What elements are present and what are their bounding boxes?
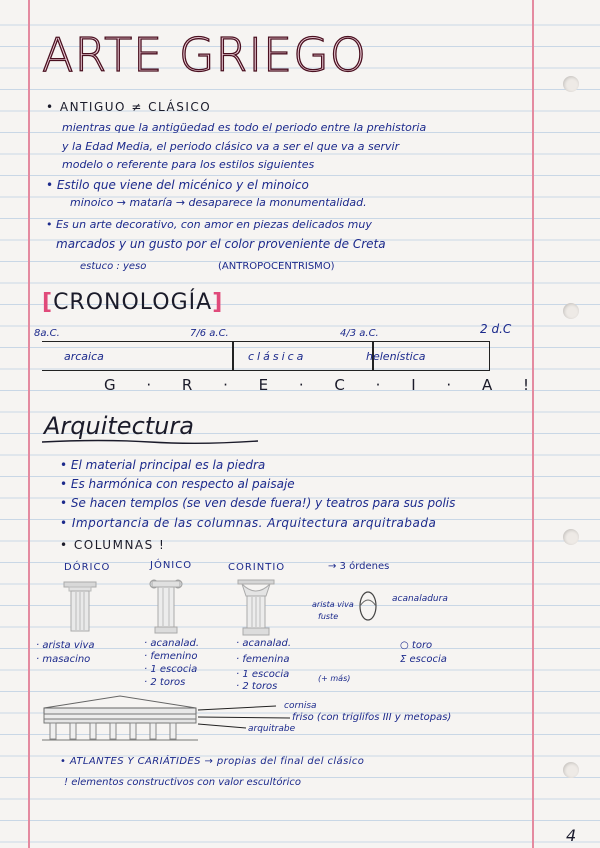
right-margin-line (532, 0, 534, 848)
corinthian-column-icon (234, 578, 278, 638)
ionic-note-4: · 2 toros (144, 677, 186, 688)
base-note-toro: ○ toro (400, 640, 433, 651)
period-helenistica: helenística (366, 350, 426, 363)
order-arrow: → 3 órdenes (328, 561, 390, 572)
side-label-arista: arista viva (312, 600, 354, 609)
doric-note-2: · masacino (36, 654, 91, 665)
base-note-escocia: Σ escocia (400, 654, 447, 665)
order-jonico: JÓNICO (150, 560, 193, 571)
bullet-micenico: • Estilo que viene del micénico y el minoico (46, 178, 309, 192)
punch-hole (563, 762, 579, 778)
ionic-note-2: · femenino (144, 651, 198, 662)
heading-underline (40, 438, 260, 446)
arq-bullet-3: • Se hacen templos (se ven desde fuera!) y teatros para sus polis (60, 496, 456, 510)
corinthian-extra: (+ más) (318, 674, 351, 683)
intro-line-3: modelo o referente para los estilos siguientes (62, 158, 315, 171)
ionic-note-3: · 1 escocia (144, 664, 198, 675)
timeline-4ac: 4/3 a.C. (340, 328, 379, 339)
label-friso: friso (con triglifos III y metopas) (292, 712, 452, 723)
left-margin-line (28, 0, 30, 848)
corinthian-note-2: · femenina (236, 654, 290, 665)
arq-bullet-columnas: • COLUMNAS ! (60, 538, 166, 552)
timeline-7ac: 7/6 a.C. (190, 328, 229, 339)
ionic-column-icon (146, 578, 186, 636)
label-arquitrabe: arquitrabe (248, 724, 296, 734)
order-dorico: DÓRICO (64, 562, 111, 573)
architecture-heading: Arquitectura (44, 412, 194, 440)
intro-line-1: mientras que la antigüedad es todo el periodo entre la prehistoria (62, 121, 427, 134)
antropocentrismo-note: (ANTROPOCENTRISMO) (218, 261, 335, 272)
side-label-acanaladura: acanaladura (392, 594, 448, 604)
corinthian-note-1: · acanalad. (236, 638, 292, 649)
timeline-8ac: 8a.C. (34, 328, 60, 339)
atlantes-note: • ATLANTES Y CARIÁTIDES → propias del final del clásico (60, 756, 365, 767)
side-label-fuste: fuste (318, 612, 339, 621)
intro-heading: • ANTIGUO ≠ CLÁSICO (46, 100, 212, 114)
chronology-heading-text: CRONOLOGÍA (53, 290, 213, 315)
estuco-note: estuco : yeso (80, 261, 147, 272)
doric-note-1: · arista viva (36, 640, 95, 651)
ionic-note-1: · acanalad. (144, 638, 200, 649)
arq-bullet-4: • Importancia de las columnas. Arquitectura arquitrabada (60, 516, 437, 530)
corinthian-note-4: · 2 toros (236, 681, 278, 692)
punch-hole (563, 529, 579, 545)
timeline-2dc: 2 d.C (480, 322, 512, 336)
intro-line-2: y la Edad Media, el periodo clásico va a ser el que va a servir (62, 140, 400, 153)
chronology-heading: [CRONOLOGÍA] (42, 290, 224, 315)
temple-sketch-icon (40, 694, 200, 744)
fluting-sketch-icon (355, 590, 381, 622)
atlantes-note-2: ! elementos constructivos con valor escultórico (64, 777, 301, 788)
timeline-divider (232, 342, 234, 370)
page-title: ARTE GRIEGO (42, 28, 367, 82)
period-arcaica: arcaica (64, 350, 104, 363)
punch-hole (563, 303, 579, 319)
bullet-minoico: minoico → mataría → desaparece la monumentalidad. (70, 196, 367, 209)
page-number: 4 (566, 826, 577, 845)
punch-hole (563, 76, 579, 92)
arq-bullet-2: • Es harmónica con respecto al paisaje (60, 477, 295, 491)
period-clasica: clásica (248, 350, 307, 363)
arq-bullet-1: • El material principal es la piedra (60, 458, 266, 472)
grecia-label: G · R · E · C · I · A ! (104, 376, 542, 394)
doric-column-icon (60, 580, 100, 636)
bullet-decorativo-2: marcados y un gusto por el color proveniente de Creta (56, 237, 386, 251)
corinthian-note-3: · 1 escocia (236, 669, 290, 680)
order-corintio: CORINTIO (228, 562, 286, 573)
label-cornisa: cornisa (284, 701, 317, 711)
bullet-decorativo: • Es un arte decorativo, con amor en piezas delicados muy (46, 218, 372, 231)
